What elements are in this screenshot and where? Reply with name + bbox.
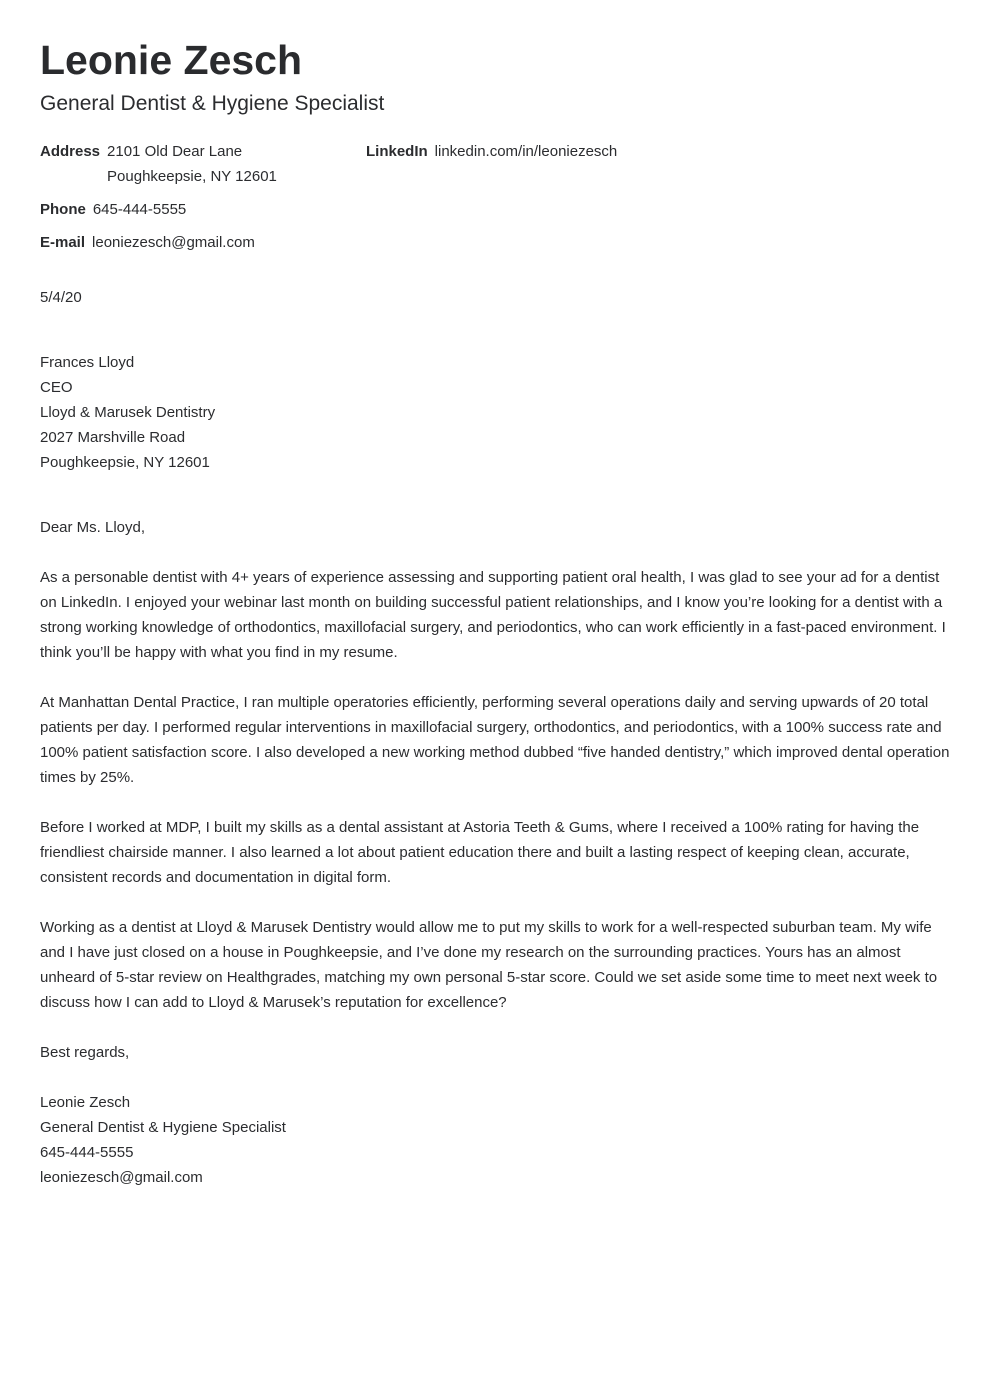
recipient-company: Lloyd & Marusek Dentistry xyxy=(40,404,216,421)
applicant-name: Leonie Zesch xyxy=(40,37,303,83)
recipient-street: 2027 Marshville Road xyxy=(40,429,186,446)
email-label: E-mail xyxy=(40,234,86,251)
address-line-2: Poughkeepsie, NY 12601 xyxy=(107,168,277,185)
recipient-block xyxy=(40,350,215,475)
recipient-name: Frances Lloyd xyxy=(40,354,135,371)
applicant-title: General Dentist & Hygiene Specialist xyxy=(40,92,385,115)
signature-name: Leonie Zesch xyxy=(40,1094,131,1111)
closing: Best regards, xyxy=(40,1044,130,1061)
contact-phone xyxy=(40,197,186,222)
signature-email[interactable]: leoniezesch@gmail.com xyxy=(40,1169,203,1186)
contact-email xyxy=(40,230,255,255)
recipient-position: CEO xyxy=(40,379,73,396)
contact-address xyxy=(40,139,277,189)
body-paragraph: Working as a dentist at Lloyd & Marusek Dentistry would allow me to put my skills to work for a well-respected suburban team. My wife and I have just closed on a house in Poughkeepsie, and I’ve done my research on the surrounding practices. Yours has an almost unheard of 5-star review on Healthgrades, matching my own personal 5-star score. Could we set aside some time to meet next week to discuss how I can add to Lloyd & Marusek’s reputation for excellence? xyxy=(40,919,938,1011)
body-paragraph: As a personable dentist with 4+ years of experience assessing and supporting patient oral health, I was glad to see your ad for a dentist on LinkedIn. I enjoyed your webinar last month on building successful patient relationships, and I know you’re looking for a dentist with a strong working knowledge of orthodontics, maxillofacial surgery, and periodontics, who can work efficiently in a fast-paced environment. I think you’ll be happy with what you find in my resume. xyxy=(40,569,946,661)
phone-value: 645-444-5555 xyxy=(92,201,187,218)
signature-block xyxy=(40,1090,286,1190)
address-lines xyxy=(107,139,277,189)
body-paragraph: Before I worked at MDP, I built my skills as a dental assistant at Astoria Teeth & Gums, where I received a 100% rating for having the friendliest chairside manner. I also learned a lot about patient education there and built a lasting respect of keeping clean, accurate, consistent records and documentation in digital form. xyxy=(40,819,920,886)
body-paragraph: At Manhattan Dental Practice, I ran multiple operatories efficiently, performing several operations daily and serving upwards of 20 total patients per day. I performed regular interventions in maxillofacial surgery, orthodontics, and periodontics, with a 100% success rate and 100% patient satisfaction score. I also developed a new working method dubbed “five handed dentistry,” which improved dental operation times by 25%. xyxy=(40,694,950,786)
address-line-1: 2101 Old Dear Lane xyxy=(107,143,243,160)
signature-title: General Dentist & Hygiene Specialist xyxy=(40,1119,286,1136)
linkedin-link[interactable]: linkedin.com/in/leoniezesch xyxy=(434,143,618,160)
letter-date: 5/4/20 xyxy=(40,289,82,306)
address-label: Address xyxy=(40,143,101,160)
linkedin-label: LinkedIn xyxy=(366,143,428,160)
email-link[interactable]: leoniezesch@gmail.com xyxy=(92,234,255,251)
recipient-city: Poughkeepsie, NY 12601 xyxy=(40,454,210,471)
contact-linkedin xyxy=(366,139,617,164)
salutation: Dear Ms. Lloyd, xyxy=(40,519,146,536)
phone-label: Phone xyxy=(40,201,86,218)
signature-phone: 645-444-5555 xyxy=(40,1144,134,1161)
